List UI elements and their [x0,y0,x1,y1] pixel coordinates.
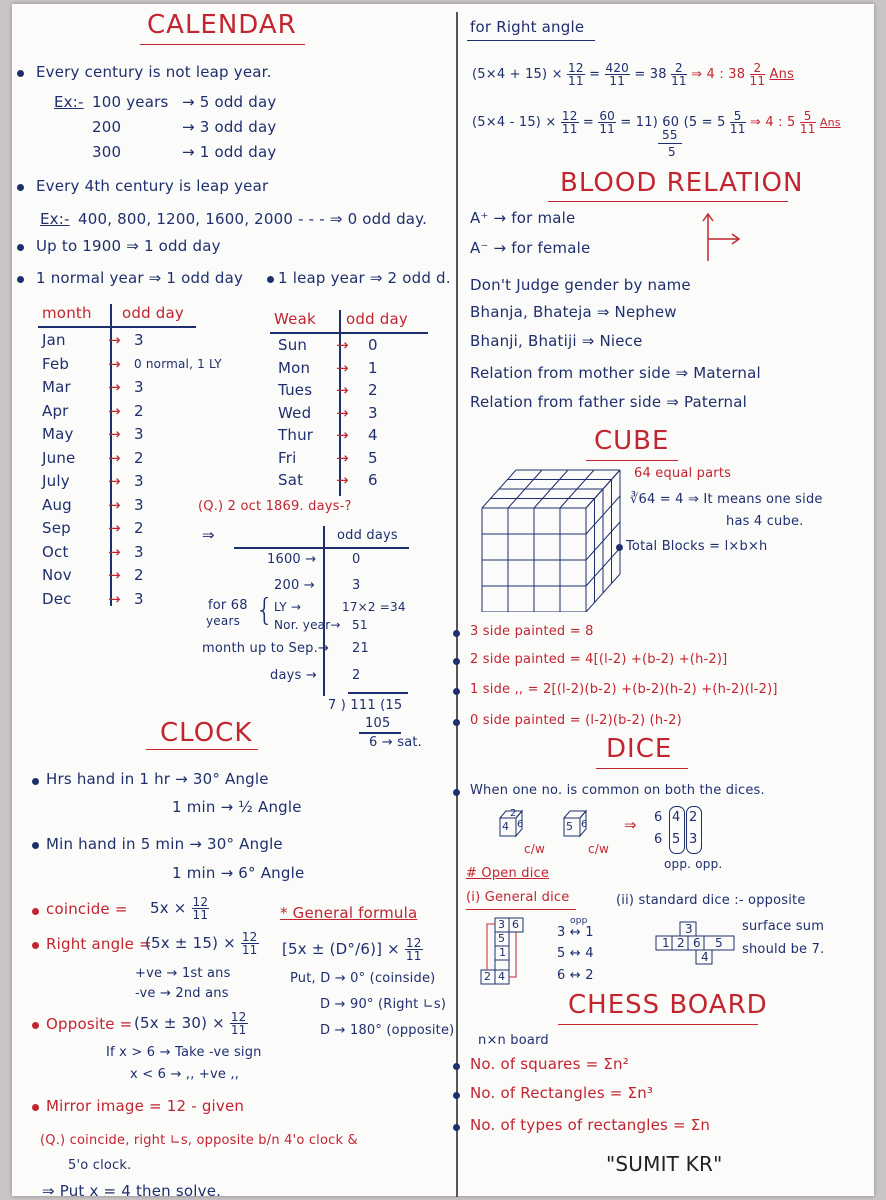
ex2-text: 400, 800, 1200, 1600, 2000 - - - ⇒ 0 odd day. [78,210,428,228]
bullet [453,1092,460,1099]
bullet [453,1124,460,1131]
open-dice: # Open dice [466,866,550,881]
general-dice-underline [466,909,576,910]
month-name: Dec [42,589,72,608]
dice-title-underline [596,768,688,769]
arrow-icon: → [108,519,121,537]
gf-180: D → 180° (opposite) [320,1023,455,1038]
q-brace: { [255,593,275,628]
cube-grid-diagram [472,464,632,612]
month-name: Mar [42,378,71,396]
month-odd-day: 2 [134,566,144,584]
arrow-icon: → [108,401,121,420]
ex-label: Ex:- [40,210,70,228]
arrow-icon: → [336,471,349,489]
dice-1-front: 4 [502,820,510,833]
blood-title-underline [548,201,788,202]
week-odd-head: odd day [346,310,408,328]
arrow-icon: → [108,425,121,443]
coincide-formula: 5x × $\frac{12}{11}$ [150,895,209,922]
cube-p1: 1 side ,, = 2[(l-2)(b-2) +(b-2)(h-2) +(h-2)(l-2)] [470,682,778,697]
calendar-bullet-3: Up to 1900 ⇒ 1 odd day [36,237,221,255]
calendar-bullet-1: Every century is not leap year. [36,63,272,81]
cube-parts: 64 equal parts [634,466,732,481]
calendar-bullet-2: Every 4th century is leap year [36,177,269,195]
opposite-formula: (5x ± 30) × $\frac{12}{11}$ [134,1010,247,1037]
calendar-title-underline [140,44,305,45]
std-net-5: 4 [701,950,709,964]
month-odd-day: 3 [134,495,144,514]
ex1-val-2: → 1 odd day [182,143,277,161]
cube-root-2: has 4 cube. [726,514,804,529]
weekday-name: Fri [278,448,297,467]
dice-1-side: 6 [517,819,524,830]
month-odd-day: 3 [134,425,144,443]
opposite-label: Opposite = [46,1015,133,1033]
q-row-4: month up to Sep.→ [202,641,330,656]
right-angle-eq2: (5×4 - 15) × $\frac{12}{11}$ = $\frac{60}{11} = 11$) 60 (5 = 5 $\frac{5}{11}$ ⇒ 4 : 5 $\frac{5}{11}$ Ans [472,109,841,136]
q-val-4: 21 [352,641,369,656]
q-row-5: days → [270,668,317,683]
ex1-year-1: 200 [92,118,122,136]
arrow-icon: → [336,358,349,377]
blood-line-1: A⁻ → for female [470,239,591,257]
div-line-3: 6 → sat. [369,735,422,750]
ex-label: Ex:- [54,93,84,111]
std-net-2: 2 [677,936,685,950]
arrow-icon: → [108,472,121,490]
gen-net-4: 2 [484,970,492,983]
division-rule [658,143,682,144]
cube-p3: 3 side painted = 8 [470,624,594,639]
if-greater: If x > 6 → Take -ve sign [106,1045,262,1060]
gen-pair-1: 5 ↔ 4 [557,946,594,961]
col2-a: 4 [672,810,681,825]
bullet [32,908,39,915]
gen-net-3: 1 [499,946,507,959]
q-for: for 68 [208,598,248,613]
week-table-rule [270,332,428,334]
calendar-title: CALENDAR [147,10,297,40]
right-angle-title-underline [467,40,595,41]
arrow-icon: → [336,403,349,422]
gen-net-2: 5 [498,932,506,945]
blood-line-0: A⁺ → for male [470,209,576,227]
mirror-image: Mirror image = 12 - given [46,1097,245,1115]
gen-net-0: 3 [498,918,506,931]
col1-b: 6 [654,832,663,847]
clock-question-2: 5'o clock. [68,1158,132,1173]
weekday-odd-day: 2 [368,381,378,399]
bullet [453,789,460,796]
div-line-1: 7 ) 111 (15 [328,698,403,713]
col3-b: 3 [689,832,698,847]
arrow-icon: → [336,426,349,444]
bullet [453,719,460,726]
weekday-name: Tues [278,381,313,399]
div-line-2: 105 [365,716,391,731]
bullet [616,544,623,551]
dice-2-cw: c/w [588,842,610,856]
division-55: 55 [662,128,678,142]
q-row-3: Nor. year→ [274,618,341,632]
weekday-odd-day: 6 [368,471,378,489]
gf-90: D → 90° (Right ∟s) [320,997,447,1012]
opp-label: opp. opp. [664,857,723,871]
weekday-name: Sun [278,336,308,354]
weekday-odd-day: 0 [368,336,378,354]
calendar-bullet-4a: 1 normal year ⇒ 1 odd day [36,269,244,287]
dice-1-top: 2 [510,808,517,819]
month-odd-day: 2 [134,519,144,537]
right-angle-title: for Right angle [470,18,585,36]
arrow-icon: → [336,381,349,399]
division-remainder: 5 [668,145,676,159]
blood-relation-title: BLOOD RELATION [560,168,804,198]
chess-types: No. of types of rectangles = Σn [470,1116,711,1134]
q-val-2: 17×2 =34 [342,600,406,614]
cube-root: ∛64 = 4 ⇒ It means one side [630,492,823,507]
month-odd-day: 3 [134,542,144,561]
blood-line-4: Bhanji, Bhatiji ⇒ Niece [470,332,643,350]
q-head: odd days [337,528,398,543]
gen-net-5: 4 [498,970,506,983]
column-divider [456,12,458,1197]
ex1-year-0: 100 years [92,93,169,111]
clock-title-underline [146,749,258,750]
arrow-icon: → [108,448,121,467]
general-formula: [5x ± (D°/6)] × $\frac{12}{11}$ [282,936,422,963]
month-name: Aug [42,495,72,514]
month-name: Nov [42,566,72,584]
bullet [453,688,460,695]
bullet [32,1022,39,1029]
arrow-icon: → [336,336,349,354]
arrow-icon: → [108,542,121,561]
week-head: Weak [274,310,316,328]
q-table-axis [323,526,325,696]
q-val-1: 3 [352,578,361,593]
weekday-name: Mon [278,358,311,377]
q-row-1: 200 → [274,578,315,593]
right-angle-eq1: (5×4 + 15) × $\frac{12}{11}$ = $\frac{420}{11} = 38$ $\frac{2}{11}$ ⇒ 4 : 38 $\frac{2}{11}$ Ans [472,61,795,88]
arrow-icon: → [108,566,121,584]
std-net-1: 1 [662,936,670,950]
standard-dice: (ii) standard dice :- opposite [616,893,806,908]
cube-p2: 2 side painted = 4[(l-2) +(b-2) +(h-2)] [470,652,728,667]
author-signature: "SUMIT KR" [606,1152,723,1176]
month-odd-day: 2 [134,401,144,420]
dice-2-side: 6 [581,819,588,830]
arrow-icon: → [108,495,121,514]
col3-a: 2 [689,810,698,825]
month-name: Jan [42,331,66,349]
weekday-name: Sat [278,471,304,489]
cube-title: CUBE [594,426,670,456]
col1-a: 6 [654,810,663,825]
ex1-val-0: → 5 odd day [182,93,277,111]
standard-dice-3: should be 7. [742,942,825,957]
blood-line-6: Relation from father side ⇒ Paternal [470,393,748,411]
standard-dice-2: surface sum [742,919,825,934]
month-name: July [42,472,70,490]
min-hand: Min hand in 5 min → 30° Angle [46,835,283,853]
right-angle-formula: (5x ± 15) × $\frac{12}{11}$ [145,930,258,957]
bullet [17,244,24,251]
arrow-icon: → [108,354,121,373]
gen-pair-0: 3 ↔ 1 [557,925,594,940]
std-net-0: 3 [685,922,693,936]
calendar-question: (Q.) 2 oct 1869. days-? [198,499,352,514]
bullet [453,630,460,637]
ex1-val-1: → 3 odd day [182,118,277,136]
month-odd-day: 2 [134,448,144,467]
arrow-icon: → [336,448,349,467]
month-odd-day: 3 [134,378,144,396]
bullet [32,842,39,849]
cube-total: Total Blocks = l×b×h [626,539,768,554]
month-name: June [42,448,76,467]
clock-title: CLOCK [160,718,253,748]
dice-2-front: 5 [566,820,574,833]
month-odd-day: 3 [134,331,144,349]
bullet [17,276,24,283]
cube-title-underline [586,460,678,461]
plus-ve: +ve → 1st ans [135,966,231,981]
q-val-3: 51 [352,618,368,632]
weekday-name: Thur [278,426,314,444]
bullet [32,942,39,949]
bullet [453,658,460,665]
chess-squares: No. of squares = Σn² [470,1055,629,1073]
hrs-hand-2: 1 min → ½ Angle [172,798,302,816]
std-net-4: 5 [715,936,723,950]
min-hand-2: 1 min → 6° Angle [172,864,305,882]
month-odd-day: 3 [134,589,144,608]
bullet [32,1104,39,1111]
dice-arrow: ⇒ [624,816,637,834]
q-arrow: ⇒ [202,526,215,544]
q-row-0: 1600 → [267,552,317,567]
month-name: Oct [42,542,69,561]
div-rule [359,732,401,734]
q-sum-rule [348,692,408,694]
clock-question: (Q.) coincide, right ∟s, opposite b/n 4'o clock & [40,1133,358,1148]
general-dice: (i) General dice [466,890,570,905]
month-odd-day: 0 normal, 1 LY [134,356,222,371]
month-name: Feb [42,354,70,373]
chess-nxn: n×n board [478,1033,549,1048]
if-less: x < 6 → ,, +ve ,, [130,1067,240,1082]
weekday-odd-day: 5 [368,448,378,467]
weekday-odd-day: 1 [368,358,378,377]
gen-net-1: 6 [512,918,520,931]
opp-small: opp [570,916,588,926]
std-net-3: 6 [693,936,701,950]
month-odd-day: 3 [134,472,144,490]
bullet [17,184,24,191]
arrow-icon: → [108,589,121,608]
weekday-odd-day: 4 [368,426,378,444]
month-name: Sep [42,519,71,537]
minus-ve: -ve → 2nd ans [135,986,229,1001]
q-row-2: LY → [274,600,302,614]
chess-rectangles: No. of Rectangles = Σn³ [470,1084,654,1102]
clock-question-3: ⇒ Put x = 4 then solve. [42,1182,222,1200]
bullet [32,778,39,785]
dice-1-cw: c/w [524,842,546,856]
general-formula-title: * General formula [280,904,418,922]
right-angle-label: Right angle = [46,935,152,953]
bullet [453,1063,460,1070]
chess-title: CHESS BOARD [568,990,768,1020]
gender-arrows-icon [696,209,746,264]
gf-put: Put, D → 0° (coinside) [290,971,436,986]
cube-p0: 0 side painted = (l-2)(b-2) (h-2) [470,713,682,728]
gen-pair-2: 6 ↔ 2 [557,968,594,983]
chess-title-underline [558,1024,758,1025]
q-years: years [206,614,241,628]
blood-line-2: Don't Judge gender by name [470,276,691,294]
calendar-bullet-4b: 1 leap year ⇒ 2 odd d. [278,269,451,287]
dice-title: DICE [606,734,673,764]
weekday-odd-day: 3 [368,403,378,422]
coincide-label: coincide = [46,900,128,918]
bullet [267,276,274,283]
bullet [17,70,24,77]
blood-line-3: Bhanja, Bhateja ⇒ Nephew [470,303,677,321]
ex1-year-2: 300 [92,143,122,161]
dice-common: When one no. is common on both the dices. [470,783,765,798]
q-table-rule [234,547,409,549]
month-name: Apr [42,401,69,420]
arrow-icon: → [108,331,121,349]
month-name: May [42,425,74,443]
weekday-name: Wed [278,403,312,422]
col2-b: 5 [672,832,681,847]
q-val-5: 2 [352,668,361,683]
month-head: month [42,304,92,322]
q-val-0: 0 [352,552,361,567]
blood-line-5: Relation from mother side ⇒ Maternal [470,364,761,382]
month-odd-head: odd day [122,304,184,322]
hrs-hand: Hrs hand in 1 hr → 30° Angle [46,770,269,788]
arrow-icon: → [108,378,121,396]
month-table-rule [38,326,196,328]
notes-page [12,4,874,1200]
